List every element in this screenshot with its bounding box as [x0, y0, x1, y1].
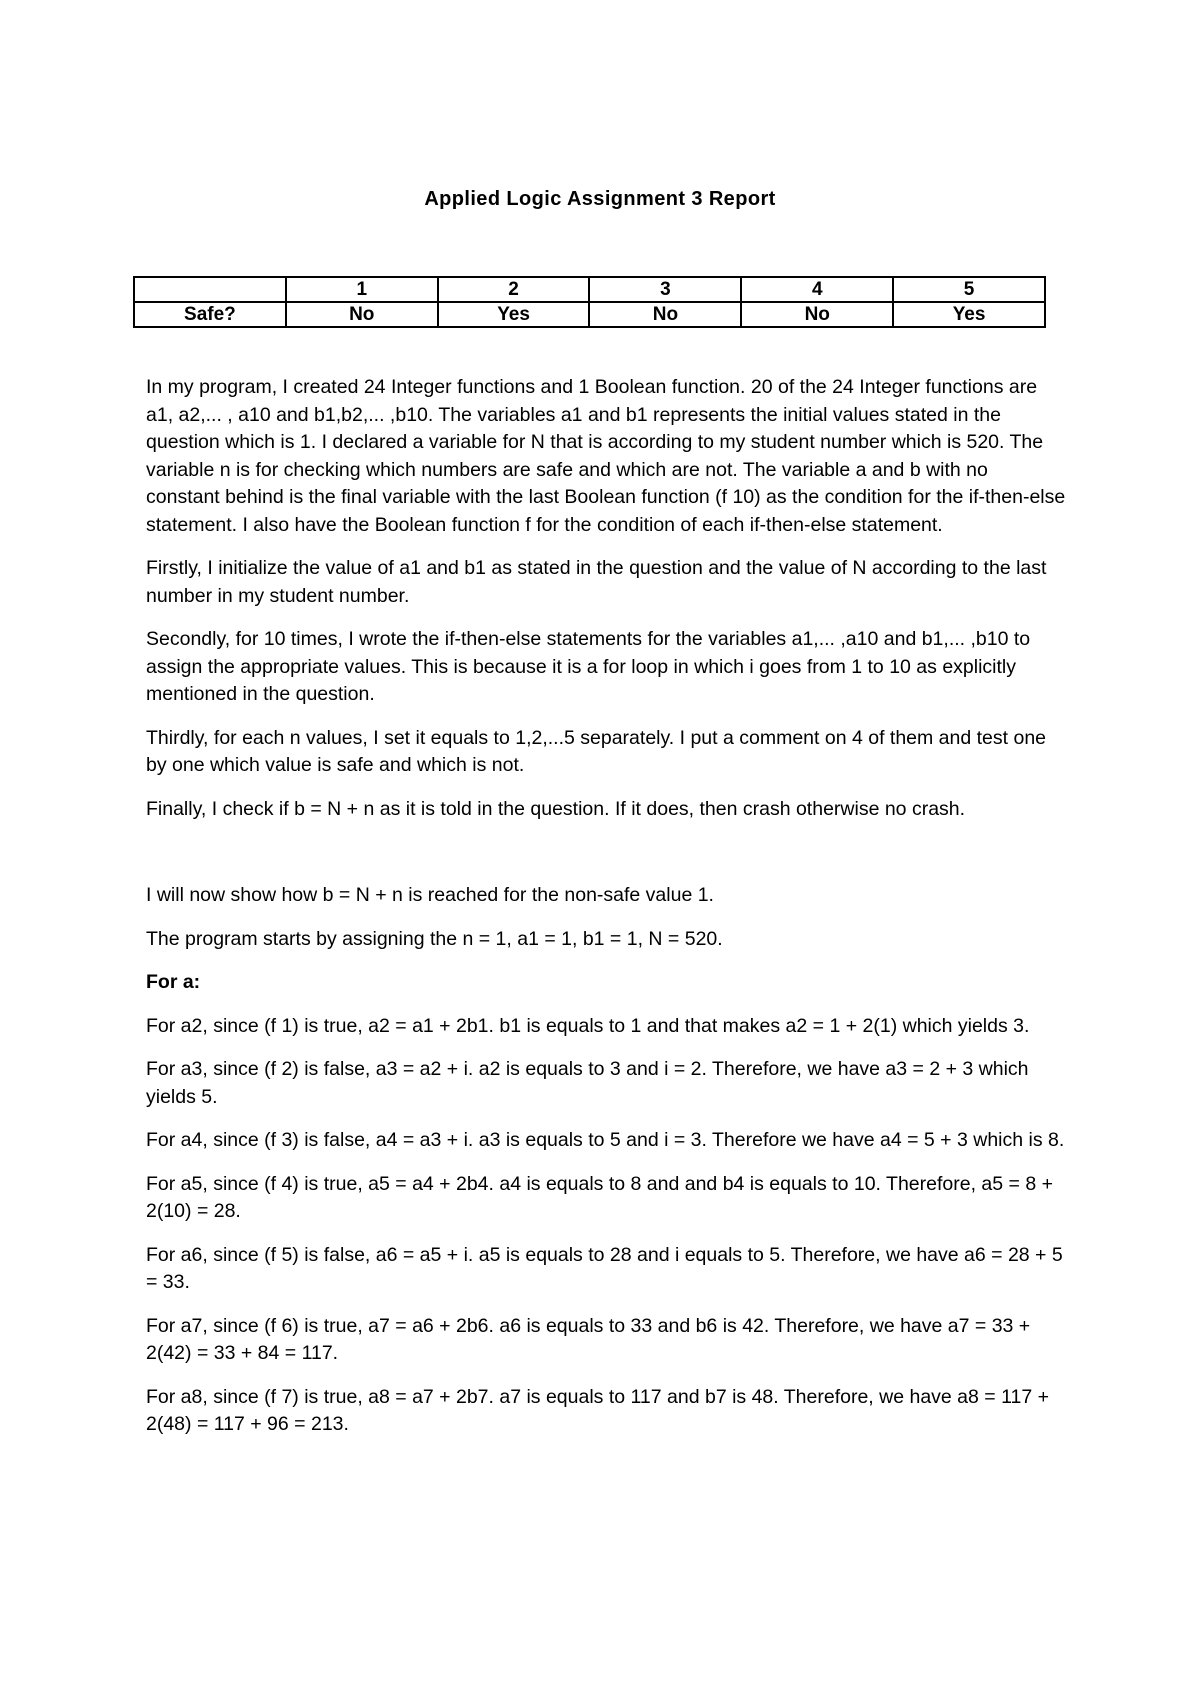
table-cell: No	[589, 302, 741, 327]
table-cell: Yes	[893, 302, 1045, 327]
paragraph: Thirdly, for each n values, I set it equals to 1,2,...5 separately. I put a comment on 4 of them and test one by one which value is safe and which is not.	[146, 726, 1047, 776]
table-cell: Yes	[438, 302, 590, 327]
table-header-cell: 1	[286, 277, 438, 302]
paragraph: For a7, since (f 6) is true, a7 = a6 + 2b6. a6 is equals to 33 and b6 is 42. Therefore, we have a7 = 33 + 2(42) = 33 + 84 = 117.	[146, 1314, 1031, 1364]
table-header-cell: 3	[589, 277, 741, 302]
table-header-row	[134, 277, 1045, 302]
table-header-cell: 4	[741, 277, 893, 302]
paragraph: For a3, since (f 2) is false, a3 = a2 + i. a2 is equals to 3 and i = 2. Therefore, we have a3 = 2 + 3 which yields 5.	[146, 1058, 1029, 1108]
paragraph: In my program, I created 24 Integer functions and 1 Boolean function. 20 of the 24 Integer functions are a1, a2,... , a10 and b1,b2,... ,b10. The variables a1 and b1 represents the initial values stated in the question which is 1. I declared a variable for N that is according to my student number which is 520. The variable n is for checking which numbers are safe and which are not. The variable a and b with no constant behind is the final variable with the last Boolean function (f 10) as the condition for the if-then-else statement. I also have the Boolean function f for the condition of each if-then-else statement.	[146, 376, 1066, 536]
table-header-cell: 2	[438, 277, 590, 302]
page-title: Applied Logic Assignment 3 Report	[424, 188, 776, 210]
paragraph: For a5, since (f 4) is true, a5 = a4 + 2b4. a4 is equals to 8 and and b4 is equals to 10. Therefore, a5 = 8 + 2(10) = 28.	[146, 1172, 1053, 1222]
section-heading: For a:	[146, 971, 201, 993]
paragraph: I will now show how b = N + n is reached for the non-safe value 1.	[146, 884, 714, 906]
paragraph: Finally, I check if b = N + n as it is told in the question. If it does, then crash otherwise no crash.	[146, 797, 966, 820]
paragraph: Secondly, for 10 times, I wrote the if-then-else statements for the variables a1,... ,a10 and b1,... ,b10 to assign the appropriate values. This is because it is a for loop in which i goes from 1 to 10 as explicitly mentioned in the question.	[146, 628, 1031, 705]
paragraph: Firstly, I initialize the value of a1 and b1 as stated in the question and the value of N according to the last number in my student number.	[146, 557, 1047, 607]
safe-values-table	[133, 276, 1046, 328]
table-header-cell	[134, 277, 286, 302]
paragraph: The program starts by assigning the n = 1, a1 = 1, b1 = 1, N = 520.	[146, 927, 723, 950]
table-cell: No	[286, 302, 438, 327]
table-cell: No	[741, 302, 893, 327]
paragraph: For a2, since (f 1) is true, a2 = a1 + 2b1. b1 is equals to 1 and that makes a2 = 1 + 2(1) which yields 3.	[146, 1014, 1030, 1037]
table-row	[134, 302, 1045, 327]
table-cell: Safe?	[134, 302, 286, 327]
report-body	[146, 374, 1066, 1455]
paragraph: For a8, since (f 7) is true, a8 = a7 + 2b7. a7 is equals to 117 and b7 is 48. Therefore, we have a8 = 117 + 2(48) = 117 + 96 = 213.	[146, 1385, 1049, 1435]
paragraph: For a6, since (f 5) is false, a6 = a5 + i. a5 is equals to 28 and i equals to 5. Therefore, we have a6 = 28 + 5 = 33.	[146, 1243, 1063, 1293]
paragraph: For a4, since (f 3) is false, a4 = a3 + i. a3 is equals to 5 and i = 3. Therefore we have a4 = 5 + 3 which is 8.	[146, 1129, 1065, 1151]
table-header-cell: 5	[893, 277, 1045, 302]
